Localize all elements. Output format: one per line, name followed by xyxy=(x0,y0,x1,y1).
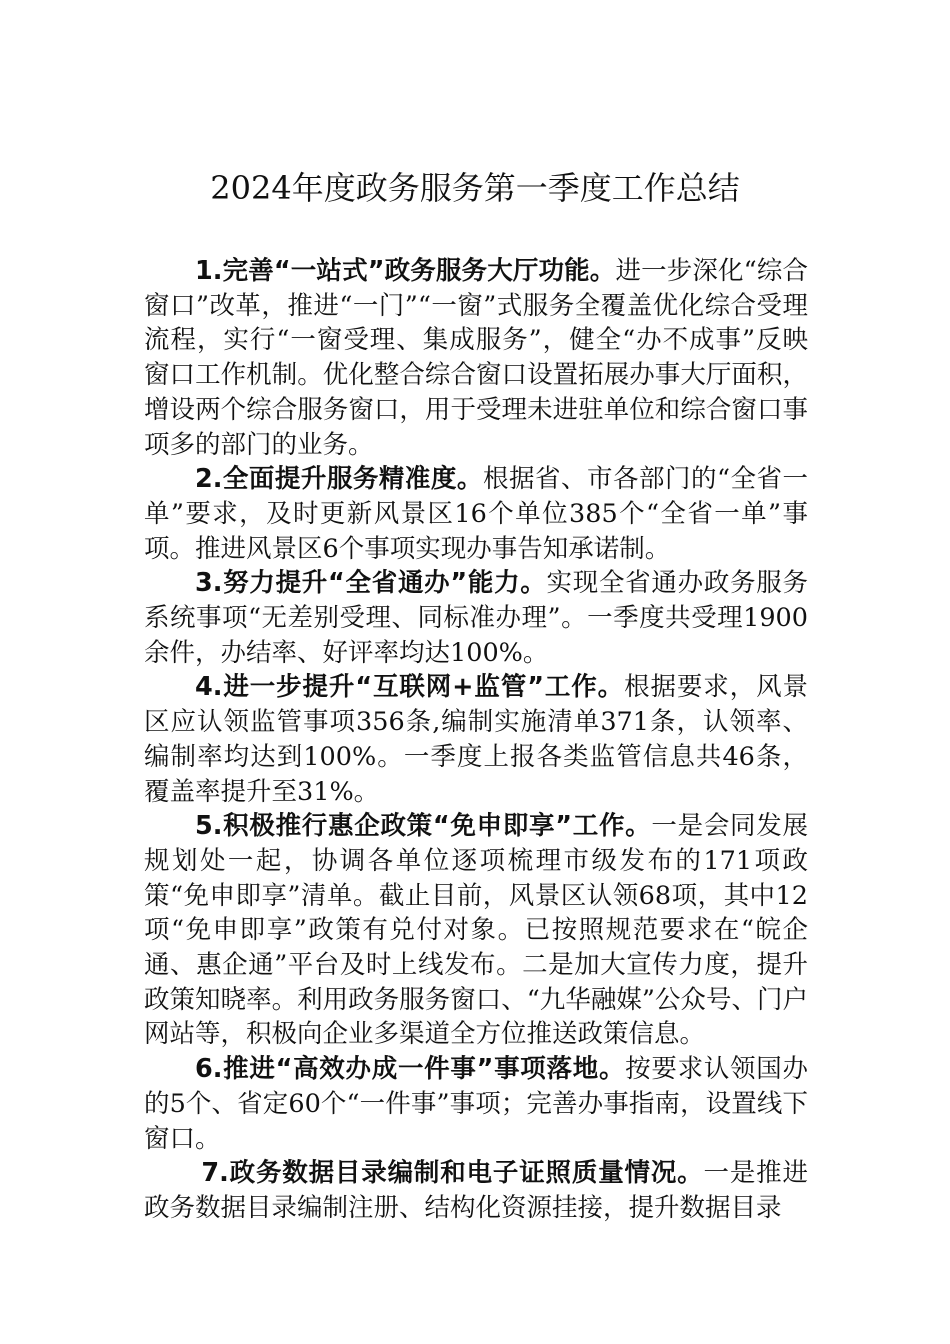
paragraph-text: 根据要求，风景区应认领监管事项356条,编制实施清单371条，认领率、编制率均达到100%。一季度上报各类监管信息共46条，覆盖率提升至31%。 xyxy=(144,672,808,807)
paragraph-heading: 2.全面提升服务精准度。 xyxy=(195,464,483,495)
paragraph-7 xyxy=(144,1156,808,1225)
paragraph-text: 实现全省通办政务服务系统事项“无差别受理、同标准办理”。一季度共受理1900余件，办结率、好评率均达100%。 xyxy=(144,568,808,668)
paragraph-text: 一是会同发展规划处一起，协调各单位逐项梳理市级发布的171项政策“免申即享”清单。截止目前，风景区认领68项，其中12项“免申即享”政策有兑付对象。已按照规范要求在“皖企通、惠企通”平台及时上线发布。二是加大宣传力度，提升政策知晓率。利用政务服务窗口、“九华融媒”公众号、门户网站等，积极向企业多渠道全方位推送政策信息。 xyxy=(144,811,808,1050)
paragraph-text: 一是推进政务数据目录编制注册、结构化资源挂接，提升数据目录 xyxy=(144,1158,808,1223)
paragraph-heading: 7.政务数据目录编制和电子证照质量情况。 xyxy=(201,1158,704,1189)
paragraph-1 xyxy=(144,254,808,462)
document-body xyxy=(144,254,808,1226)
paragraph-4 xyxy=(144,670,808,809)
paragraph-heading: 6.推进“高效办成一件事”事项落地。 xyxy=(195,1054,626,1085)
paragraph-text: 按要求认领国办的5个、省定60个“一件事”事项；完善办事指南，设置线下窗口。 xyxy=(144,1054,808,1154)
paragraph-heading: 5.积极推行惠企政策“免申即享”工作。 xyxy=(195,811,652,842)
paragraph-heading: 3.努力提升“全省通办”能力。 xyxy=(195,568,547,599)
paragraph-5 xyxy=(144,809,808,1052)
paragraph-6 xyxy=(144,1052,808,1156)
document-title: 2024年度政务服务第一季度工作总结 xyxy=(210,169,740,207)
paragraph-3 xyxy=(144,566,808,670)
paragraph-2 xyxy=(144,462,808,566)
paragraph-text: 根据省、市各部门的“全省一单”要求，及时更新风景区16个单位385个“全省一单”事项。推进风景区6个事项实现办事告知承诺制。 xyxy=(144,464,808,564)
paragraph-text: 进一步深化“综合窗口”改革，推进“一门”“一窗”式服务全覆盖优化综合受理流程，实行“一窗受理、集成服务”，健全“办不成事”反映窗口工作机制。优化整合综合窗口设置拓展办事大厅面积，增设两个综合服务窗口，用于受理未进驻单位和综合窗口事项多的部门的业务。 xyxy=(144,256,808,460)
paragraph-heading: 1.完善“一站式”政务服务大厅功能。 xyxy=(195,256,616,286)
paragraph-heading: 4.进一步提升“互联网+监管”工作。 xyxy=(195,672,625,703)
